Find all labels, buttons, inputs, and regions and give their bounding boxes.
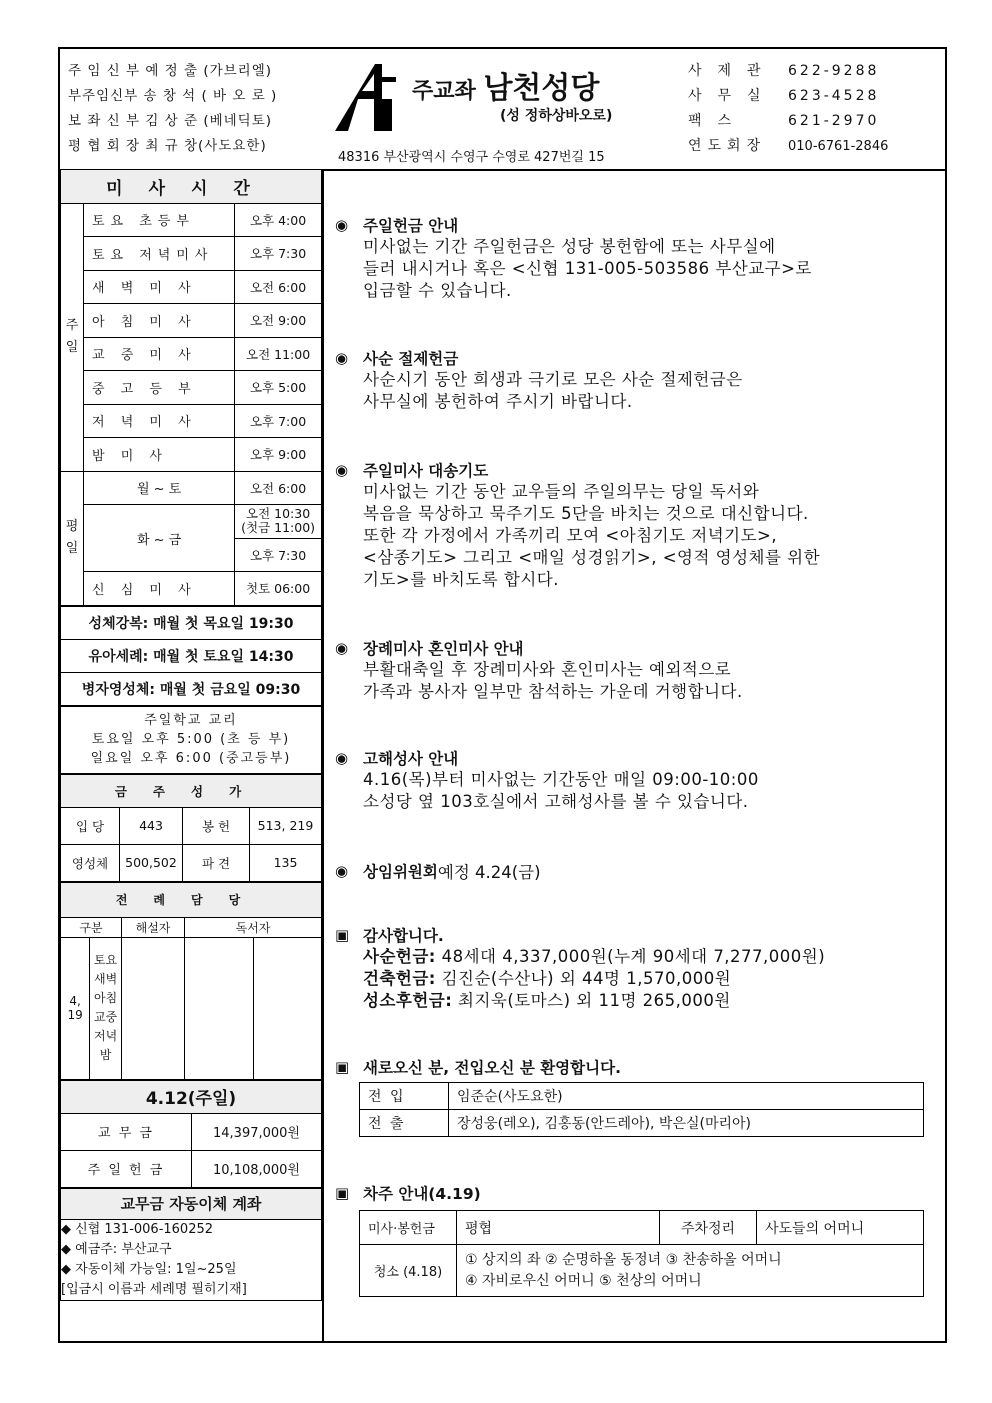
weekday-label: 평일: [61, 471, 84, 605]
clergy-line: 평 협 회 장 최 규 창(사도요한): [68, 138, 267, 154]
liturgy-header: 해설자: [122, 917, 185, 937]
mass-title: 미사시간: [61, 170, 322, 204]
notice-line: 4.16(목)부터 미사없는 기간동안 매일 09:00-10:00: [363, 770, 759, 789]
sacrament-row: 병자영성체: 매월 첫 금요일 09:30: [61, 672, 322, 705]
notice-welcome: [335, 1056, 935, 1137]
mass-time: 오후 7:00: [235, 404, 322, 438]
contact-value: 621-2970: [788, 113, 880, 129]
church-address: 48316 부산광역시 수영구 수영로 427번길 15: [338, 150, 605, 165]
mass-schedule-table: [60, 169, 322, 606]
hymn-number: 500,502: [120, 844, 183, 881]
mass-time: 오후 5:00: [235, 371, 322, 405]
next-value: 평협: [457, 1211, 660, 1245]
notice-offering: [335, 214, 935, 302]
reader-cell: [253, 937, 322, 1079]
bulletin-header: [60, 49, 945, 171]
account-table: [60, 1188, 322, 1301]
liturgy-day: 아침: [94, 991, 118, 1005]
mass-name: 아 침 미 사: [84, 304, 235, 338]
hymn-label: 파 견: [183, 844, 250, 881]
next-label: 주차정리: [660, 1211, 757, 1245]
notice-line: 미사없는 기간 동안 교우들의 주일의무는 당일 독서와: [363, 482, 760, 501]
next-label: 미사·봉헌금: [360, 1211, 457, 1245]
contact-label: 사무실: [688, 88, 777, 104]
notice-line: 미사없는 기간 주일헌금은 성당 봉헌함에 또는 사무실에: [363, 237, 776, 256]
contact-row: [688, 84, 888, 109]
week-date: 4.12(주일): [61, 1080, 322, 1113]
square-bullet-icon: ▣: [335, 1058, 350, 1076]
mass-time: 오전 11:00: [235, 337, 322, 371]
welcome-table: [359, 1082, 924, 1137]
account-line: ◆ 신협 131-006-160252: [61, 1221, 214, 1237]
sacrament-row: 유아세례: 매월 첫 토요일 14:30: [61, 639, 322, 672]
committee-date: 예정 4.24(금): [437, 863, 541, 882]
contact-row: [688, 134, 888, 159]
notice-title: 주일헌금 안내: [363, 217, 459, 235]
notice-title: 사순 절제헌금: [363, 350, 459, 368]
account-line: ◆ 자동이체 가능일: 1일~25일: [61, 1261, 237, 1277]
notice-line: 가족과 봉사자 일부만 참석하는 가운데 거행합니다.: [363, 682, 743, 701]
notice-committee: [335, 859, 935, 883]
contact-list: [688, 59, 888, 159]
weekly-offering-table: [60, 1080, 322, 1188]
notice-line: 사무실에 봉헌하여 주시기 바랍니다.: [363, 392, 633, 411]
church-logo-icon: [330, 59, 400, 139]
liturgy-day: 밤: [99, 1048, 112, 1062]
sacrament-row: 성체강복: 매월 첫 목요일 19:30: [61, 606, 322, 639]
hymn-number: 443: [120, 807, 183, 844]
mass-name: 새 벽 미 사: [84, 270, 235, 304]
clergy-line: 부주임신부 송 창 석 ( 바 오 로 ): [68, 88, 278, 104]
liturgy-day: 교중: [94, 1010, 118, 1024]
liturgy-date: 4, 19: [61, 937, 90, 1079]
thanks-value: 최지욱(토마스) 외 11명 265,000원: [452, 991, 731, 1010]
thanks-label: 성소후헌금:: [363, 991, 453, 1010]
mass-name: 저 녁 미 사: [84, 404, 235, 438]
liturgy-table: [60, 882, 322, 1080]
clergy-line: 보 좌 신 부 김 상 준 (베네딕토): [68, 113, 273, 129]
next-week-table: [359, 1210, 924, 1297]
contact-label: 팩스: [688, 113, 748, 129]
liturgy-title: 전례담당: [61, 882, 322, 917]
notice-line: 사순시기 동안 희생과 극기로 모은 사순 절제헌금은: [363, 370, 743, 389]
hymn-table: [60, 774, 322, 882]
contact-value: 622-9288: [788, 63, 880, 79]
notice-line: 또한 각 가정에서 가족끼리 모여 <아침기도 저녁기도>,: [363, 526, 778, 545]
offering-label: 주 일 헌 금: [61, 1150, 192, 1187]
next-value: 사도들의 어머니: [757, 1211, 924, 1245]
contact-label: 연도회장: [688, 138, 767, 154]
sunday-school-table: [60, 706, 322, 774]
notice-lent: [335, 347, 935, 413]
clergy-list: [68, 59, 277, 159]
notice-title: 차주 안내(4.19): [363, 1185, 481, 1203]
liturgy-day: 새벽: [94, 972, 118, 986]
contact-row: [688, 109, 888, 134]
thanks-label: 건축헌금:: [363, 969, 436, 988]
hymn-title: 금주성가: [61, 774, 322, 807]
notice-title: 상임위원회: [363, 863, 438, 881]
mass-time: 오후 7:30: [235, 538, 322, 572]
account-line: ◆ 예금주: 부산교구: [61, 1241, 172, 1257]
liturgy-day: 저녁: [94, 1029, 118, 1043]
mass-time: 오후 9:00: [235, 438, 322, 472]
sacrament-table: [60, 606, 322, 706]
thanks-value: 김진순(수산나) 외 44명 1,570,000원: [435, 969, 732, 988]
circle-bullet-icon: ◉: [335, 216, 349, 234]
church-subtitle: (성 정하상바오로): [500, 108, 613, 124]
offering-amount: 14,397,000원: [192, 1113, 322, 1150]
notice-title: 고해성사 안내: [363, 750, 459, 768]
mass-time: 오전 9:00: [235, 304, 322, 338]
account-line: [입금시 이름과 세례명 필히기재]: [61, 1281, 247, 1297]
notice-next-week: [335, 1182, 935, 1297]
square-bullet-icon: ▣: [335, 926, 350, 944]
clean-line: ① 상지의 좌 ② 순명하올 동정녀 ③ 찬송하올 어머니: [465, 1251, 782, 1268]
notice-thanks: [335, 924, 935, 1012]
liturgy-header: 구분: [61, 917, 122, 937]
mass-time: 오전 10:30: [246, 506, 311, 522]
welcome-label: 전 입: [360, 1083, 449, 1110]
church-title: 남천성당: [483, 71, 600, 106]
church-prefix: 주교좌: [412, 79, 476, 104]
hymn-number: 513, 219: [250, 807, 322, 844]
church-name: [412, 63, 599, 107]
mass-name: 밤 미 사: [84, 438, 235, 472]
left-sidebar: [60, 169, 324, 1341]
mass-name: 교 중 미 사: [84, 337, 235, 371]
notice-funeral: [335, 637, 935, 703]
circle-bullet-icon: ◉: [335, 749, 349, 767]
reader-cell: [185, 937, 254, 1079]
welcome-label: 전 출: [360, 1110, 449, 1137]
contact-value: 623-4528: [788, 88, 880, 104]
mass-time: 오후 4:00: [235, 203, 322, 237]
commentator-cell: [122, 937, 185, 1079]
notice-line: <삼종기도> 그리고 <매일 성경읽기>, <영적 영성체를 위한: [363, 548, 821, 567]
notice-line: 복음을 묵상하고 묵주기도 5단을 바치는 것으로 대신합니다.: [363, 504, 809, 523]
circle-bullet-icon: ◉: [335, 639, 349, 657]
notice-prayer: [335, 459, 935, 591]
notice-title: 감사합니다.: [363, 927, 444, 945]
welcome-names: 장성웅(레오), 김홍동(안드레아), 박은실(마리아): [449, 1110, 924, 1137]
notice-line: 들러 내시거나 혹은 <신협 131-005-503586 부산교구>로: [363, 259, 812, 278]
mass-name: 월 ~ 토: [84, 471, 235, 505]
sunday-label: 주일: [61, 203, 84, 471]
mass-name: 화 ~ 금: [84, 505, 235, 572]
square-bullet-icon: ▣: [335, 1184, 350, 1202]
mass-time: 오전 6:00: [235, 471, 322, 505]
hymn-label: 입 당: [61, 807, 120, 844]
school-line: 일요일 오후 6:00 (중고등부): [90, 751, 292, 766]
notice-title: 장례미사 혼인미사 안내: [363, 640, 524, 658]
contact-row: [688, 59, 888, 84]
mass-time-note: (첫금 11:00): [241, 520, 316, 536]
school-line: 토요일 오후 5:00 (초 등 부): [91, 732, 291, 747]
circle-bullet-icon: ◉: [335, 461, 349, 479]
mass-name: 신 심 미 사: [84, 572, 235, 606]
clean-line: ④ 자비로우신 어머니 ⑤ 천상의 어머니: [465, 1272, 702, 1289]
hymn-number: 135: [250, 844, 322, 881]
mass-time: 첫토 06:00: [235, 572, 322, 606]
mass-time: 오후 7:30: [235, 237, 322, 271]
mass-time: 오전 6:00: [235, 270, 322, 304]
offering-label: 교 무 금: [61, 1113, 192, 1150]
notice-line: 입금할 수 있습니다.: [363, 281, 512, 300]
clergy-line: 주 임 신 부 예 정 출 (가브리엘): [68, 63, 273, 79]
contact-value: 010-6761-2846: [788, 139, 889, 154]
contact-label: 사제관: [688, 63, 777, 79]
notice-line: 소성당 옆 103호실에서 고해성사를 볼 수 있습니다.: [363, 792, 749, 811]
hymn-label: 영성체: [61, 844, 120, 881]
thanks-value: 48세대 4,337,000원(누계 90세대 7,277,000원): [435, 947, 826, 966]
account-title: 교무금 자동이체 계좌: [61, 1188, 322, 1219]
thanks-label: 사순헌금:: [363, 947, 436, 966]
mass-name: 토요 초등부: [84, 203, 235, 237]
mass-name: 토요 저녁미사: [84, 237, 235, 271]
mass-name: 중 고 등 부: [84, 371, 235, 405]
liturgy-header: 독서자: [185, 917, 322, 937]
circle-bullet-icon: ◉: [335, 349, 349, 367]
circle-bullet-icon: ◉: [335, 862, 349, 880]
welcome-names: 임준순(사도요한): [449, 1083, 924, 1110]
liturgy-day: 토요: [94, 953, 118, 967]
bulletin-frame: [58, 47, 947, 1343]
notice-line: 기도>를 바치도록 합시다.: [363, 570, 559, 589]
clean-label: 청소 (4.18): [360, 1245, 457, 1297]
school-line: 주일학교 교리: [144, 713, 238, 728]
notice-line: 부활대축일 후 장례미사와 혼인미사는 예외적으로: [363, 660, 732, 679]
notice-title: 주일미사 대송기도: [363, 462, 489, 480]
hymn-label: 봉 헌: [183, 807, 250, 844]
notice-confession: [335, 747, 935, 813]
offering-amount: 10,108,000원: [192, 1150, 322, 1187]
notice-title: 새로오신 분, 전입오신 분 환영합니다.: [363, 1059, 621, 1077]
